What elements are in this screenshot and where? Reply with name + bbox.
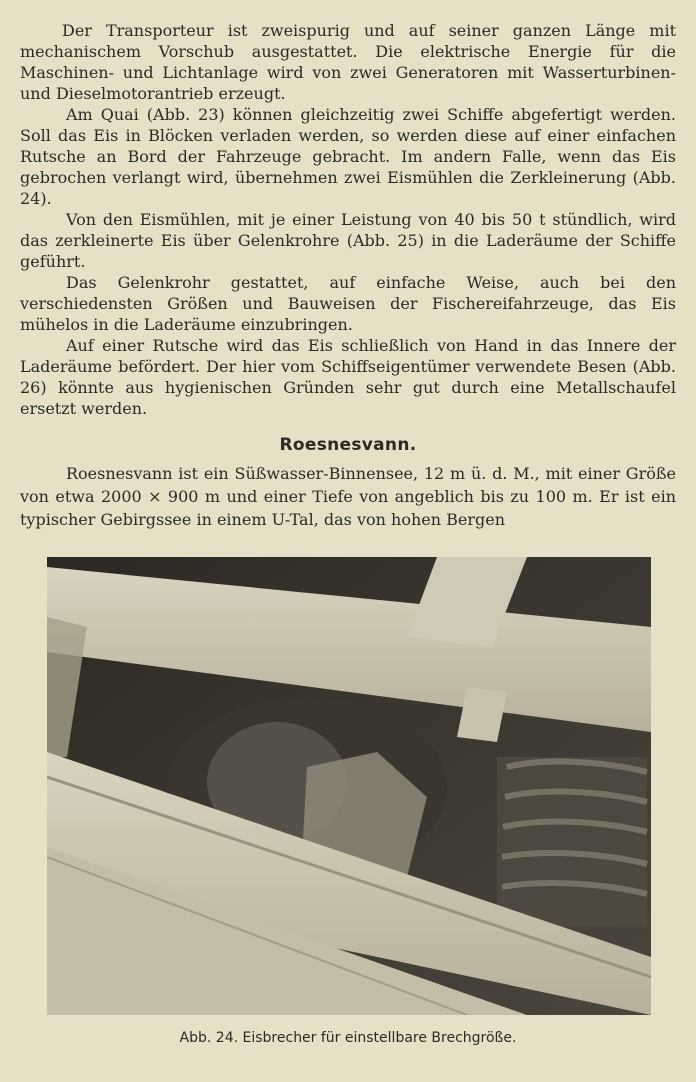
paragraph-gelenkrohr: Das Gelenkrohr gestattet, auf einfache Weise, auch bei den verschiedensten Größen und Bauweisen der Fischereifahrzeuge, das Eis mühelos in die Laderäume einzubringen. <box>20 273 676 334</box>
section-heading: Roesnesvann. <box>279 435 417 455</box>
paragraph-rutsche: Auf einer Rutsche wird das Eis schließlich von Hand in das Innere der Laderäume befördert. Der hier vom Schiffseigentümer verwendete Besen (Abb. 26) könnte aus hygienischen Gründen sehr gut durch eine Metallschaufel ersetzt werden. <box>20 336 676 418</box>
paragraph-eismuehlen: Von den Eismühlen, mit je einer Leistung von 40 bis 50 t stündlich, wird das zerkleinerte Eis über Gelenkrohre (Abb. 25) in die Laderäume der Schiffe geführt. <box>20 210 676 271</box>
paragraph-roesnesvann: Roesnesvann ist ein Süßwasser-Binnensee, 12 m ü. d. M., mit einer Größe von etwa 2000 × 900 m und einer Tiefe von angeblich bis zu 100 m. Er ist ein typischer Gebirgssee in einem U-Tal, das von hohen Bergen <box>20 464 676 529</box>
body-text-bottom <box>20 462 676 531</box>
paragraph-transporteur: Der Transporteur ist zweispurig und auf seiner ganzen Länge mit mechanischem Vorschub ausgestattet. Die elektrische Energie für die Maschinen- und Lichtanlage wird von zwei Generatoren mit Wasserturbinen- und Dieselmotorantrieb erzeugt. <box>20 21 676 103</box>
ice-breaker-photo <box>47 557 651 1015</box>
body-text-top <box>20 20 676 419</box>
paragraph-quai: Am Quai (Abb. 23) können gleichzeitig zwei Schiffe abgefertigt werden. Soll das Eis in Blöcken verladen werden, so werden diese auf einer einfachen Rutsche an Bord der Fahrzeuge gebracht. Im andern Falle, wenn das Eis gebrochen verlangt wird, übernehmen zwei Eismühlen die Zerkleinerung (Abb. 24). <box>20 105 676 208</box>
figure-caption: Abb. 24. Eisbrecher für einstellbare Brechgröße. <box>179 1030 517 1046</box>
photo-illustration <box>47 557 651 1015</box>
